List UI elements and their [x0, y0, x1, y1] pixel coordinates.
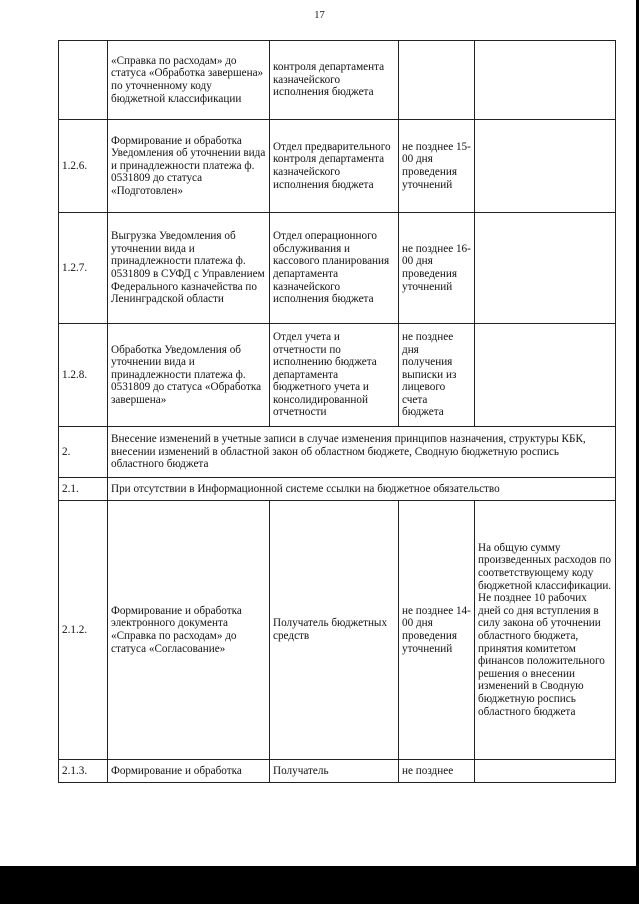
row-action: Формирование и обработка электронного документа «Справка по расходам» до статуса «Согласование» — [108, 501, 270, 760]
table-row — [59, 324, 616, 427]
row-executor: Получатель бюджетных средств — [270, 501, 399, 760]
row-action: Выгрузка Уведомления об уточнении вида и принадлежности платежа ф. 0531809 в СУФД с Управлением Федерального казначейства по Ленинградской области — [108, 213, 270, 324]
row-note — [475, 324, 616, 427]
table-row — [59, 427, 616, 478]
procedure-table — [58, 40, 616, 783]
row-executor: Отдел учета и отчетности по исполнению бюджета департамента бюджетного учета и консолидированной отчетности — [270, 324, 399, 427]
row-number — [59, 41, 108, 120]
row-note — [475, 120, 616, 213]
row-number: 2.1.3. — [59, 760, 108, 783]
row-number: 2.1.2. — [59, 501, 108, 760]
row-executor: контроля департамента казначейского исполнения бюджета — [270, 41, 399, 120]
row-number: 1.2.6. — [59, 120, 108, 213]
row-deadline: не позднее 16-00 дня проведения уточнений — [399, 213, 475, 324]
row-number: 1.2.7. — [59, 213, 108, 324]
row-note: На общую сумму произведенных расходов по соответствующему коду бюджетной классификации. Не позднее 10 рабочих дней со дня вступления в силу закона об уточнении областного бюджета, принятия комитетом финансов положительного решения о внесении изменений в Сводную бюджетную роспись областного бюджета — [475, 501, 616, 760]
row-deadline: не позднее — [399, 760, 475, 783]
table-row — [59, 120, 616, 213]
row-deadline: не позднее 15-00 дня проведения уточнений — [399, 120, 475, 213]
row-action: «Справка по расходам» до статуса «Обработка завершена» по уточненному коду бюджетной классификации — [108, 41, 270, 120]
section-heading: Внесение изменений в учетные записи в случае изменения принципов назначения, структуры КБК, внесении изменений в областной закон об областном бюджете, Сводную бюджетную роспись областного бюджета — [108, 427, 616, 478]
row-executor: Получатель — [270, 760, 399, 783]
table-row — [59, 478, 616, 501]
table-row — [59, 41, 616, 120]
subsection-heading: При отсутствии в Информационной системе ссылки на бюджетное обязательство — [108, 478, 616, 501]
row-note — [475, 41, 616, 120]
row-action: Обработка Уведомления об уточнении вида и принадлежности платежа ф. 0531809 до статуса «Обработка завершена» — [108, 324, 270, 427]
row-action: Формирование и обработка Уведомления об уточнении вида и принадлежности платежа ф. 0531809 до статуса «Подготовлен» — [108, 120, 270, 213]
row-note — [475, 213, 616, 324]
scan-bottom-edge — [0, 866, 639, 904]
row-action: Формирование и обработка — [108, 760, 270, 783]
table-row — [59, 213, 616, 324]
row-note — [475, 760, 616, 783]
row-number: 1.2.8. — [59, 324, 108, 427]
row-number: 2.1. — [59, 478, 108, 501]
row-deadline: не позднее дня получения выписки из лицевого счета бюджета — [399, 324, 475, 427]
row-executor: Отдел предварительного контроля департамента казначейского исполнения бюджета — [270, 120, 399, 213]
row-executor: Отдел операционного обслуживания и кассового планирования департамента казначейского исполнения бюджета — [270, 213, 399, 324]
table-row — [59, 760, 616, 783]
row-deadline — [399, 41, 475, 120]
row-number: 2. — [59, 427, 108, 478]
table-row — [59, 501, 616, 760]
page-number: 17 — [314, 10, 325, 21]
row-deadline: не позднее 14-00 дня проведения уточнений — [399, 501, 475, 760]
